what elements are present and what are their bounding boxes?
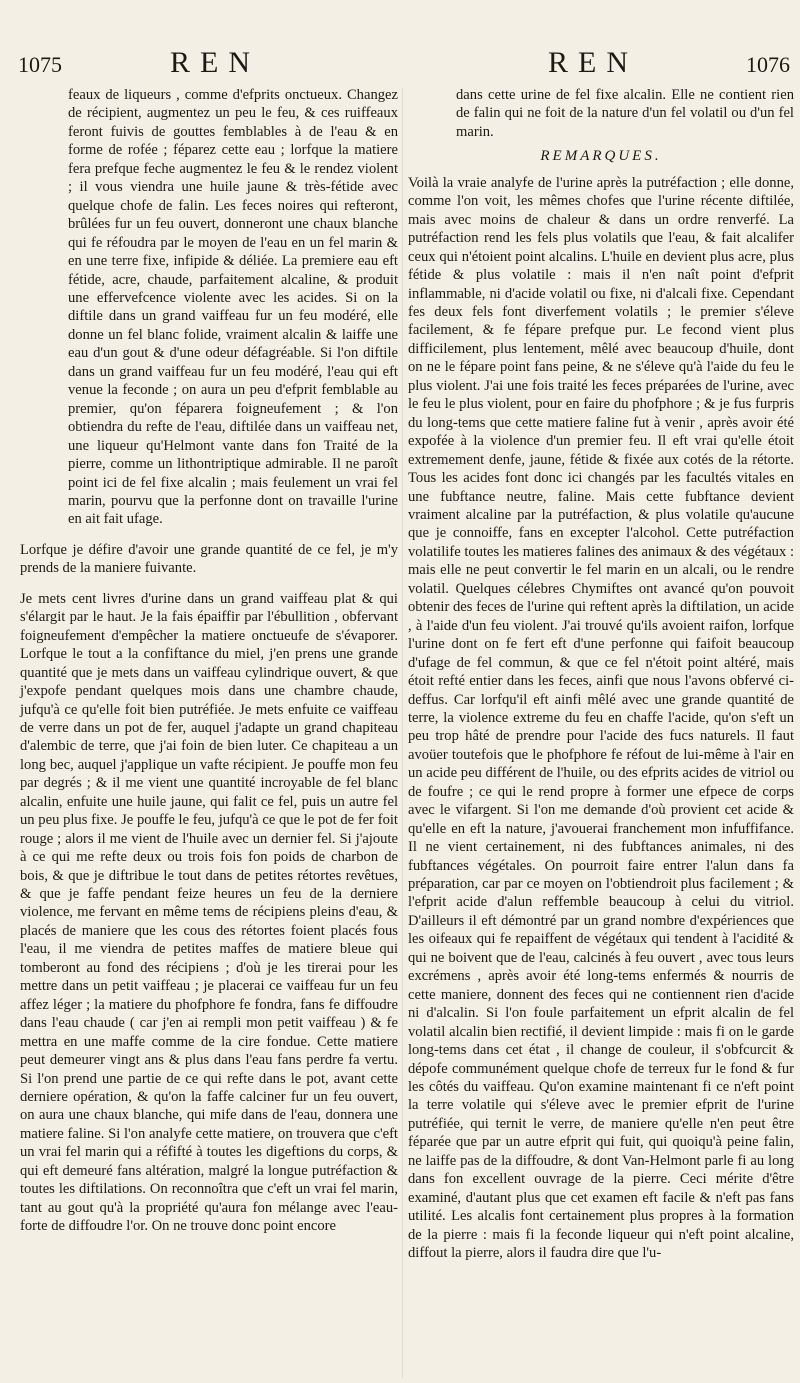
- section-heading: REMARQUES.: [540, 148, 662, 165]
- right-page-number: 1076: [746, 52, 790, 77]
- right-column: [408, 86, 794, 1263]
- paragraph: Lorfque je défire d'avoir une grande quantité de ce fel, je m'y prends de la maniere fuivante.: [20, 541, 398, 577]
- left-column: [20, 86, 398, 1236]
- left-running-head: REN: [170, 46, 260, 79]
- right-running-head: REN: [548, 46, 638, 79]
- paragraph: Voilà la vraie analyfe de l'urine après la putréfaction ; elle donne, comme l'on voit, les mêmes chofes que l'urine récente diftilée, mais avec moins de chaleur & dans un ordre renverfé. La putréfaction rend les fels plus volatils que l'eau, & fait alcalifer ceux qui n'étoient point alcalins. L'huile en devient plus acre, plus fétide & plus volatile : mais il n'en naît point d'efprit inflammable, ni d'acide volatil ou fixe, ni d'alcali fixe. Cependant fes deux fels font diverfement volatils ; le premier s'éleve facilement, & fe fépare prefque pur. Le fecond vient plus difficilement, plus lentement, mêlé avec beaucoup d'huile, dont on ne le fépare point fans peine, & ne s'éleve qu'à l'aide du feu le plus violent. J'ai une fois traité les feces préparées de l'urine, avec le feu le plus violent, pour en faire du phofphore ; & je fus furpris du long-tems que cette matiere faline fut à venir , après avoir été expofée à la violence d'un premier feu. Il eft vrai qu'elle étoit extremement denfe, jaune, fétide & fixée aux cotés de la rétorte. Tous les acides font donc ici changés par les facultés vitales en une fubftance neutre, faline. Mais cette fubftance devient vraiment alcaline par la putréfaction, & plus volatile qu'aucune que je connoiffe, fans en excepter l'alcohol. Cette putréfaction volatilife toutes les matieres falines des animaux & des végétaux : mais elle ne peut convertir le fel marin en un alcali, ou le rendre volatil. Quelques célebres Chymiftes ont avancé qu'on pouvoit obtenir des feces de l'urine qui reftent après la diftilation, un acide , à l'aide d'un feu violent. J'ai trouvé qu'ils avoient raifon, lorfque l'urine dont on fe fert eft d'une perfonne qui faifoit beaucoup d'ufage de fel commun, & que ce fel n'étoit point altéré, mais étoit refté entier dans les feces, ainfi que nous l'avons obfervé ci-deffus. Car lorfqu'il eft ainfi mêlé avec une grande quantité de terre, la violence extreme du feu en chaffe l'acide, qu'on s'eft un peu trop hâté de prendre pour l'acide des fucs naturels. Il faut avoüer toutefois que le phofphore fe réfout de lui-même à l'air en un acide peu différent de l'huile, ou des efprits acides de vitriol ou de foufre ; ce qui le rend propre à former une efpece de corps avec le vifargent. Si l'on me demande d'où provient cet acide & qu'elle en eft la nature, j'avouerai franchement mon infuffifance. Il ne vient certainement, ni des fubftances animales, ni des fubftances végétales. On pourroit faire entrer l'alun dans fa préparation, car par ce moyen on l'obtiendroit plus facilement ; & l'efprit acide d'alun reffemble beaucoup à celui du vitriol. D'ailleurs il eft démontré par un grand nombre d'expériences que les oifeaux qui fe repaiffent de végétaux qui tendent à l'acidité & qui ne boivent que de l'eau, calcinés à feu ouvert , avec tous leurs excrémens , après avoir été long-tems enfermés & nourris de cette maniere, donnent des feces qui ne contiennent rien d'acide ni d'alcalin. Si l'on foule parfaitement un efprit alcalin de fel volatil alcalin bien rectifié, il devient limpide : mais fi on le garde long-tems dans cet état , il change de couleur, il s'obfcurcit & dépofe communément quelque chofe de terreux fur le fond & fur les côtés du vaiffeau. Qu'on examine maintenant fi ce n'eft point la terre volatile qui s'éleve avec le premier efprit de l'urine putréfiée, qui ternit le verre, de maniere qu'elle n'en peut être féparée que par un autre efprit qui fuit, qui quoiqu'à peine falin, ne laiffe pas de la diffoudre, & dont Van-Helmont parle fi au long dans fon excellent ouvrage de la pierre. Ceci mérite d'être examiné, d'autant plus que cet examen eft facile & n'eft pas fans utilité. Les alcalis font certainement plus propres à la formation de la pierre : mais fi la feconde liqueur qui n'eft point alcaline, diffout la pierre, alors il faudra dire que l'u-: [408, 174, 794, 1262]
- left-page-number: 1075: [18, 52, 62, 77]
- page-header: [0, 0, 800, 80]
- paragraph: Je mets cent livres d'urine dans un grand vaiffeau plat & qui s'élargit par le haut. Je la fais épaiffir par l'ébullition , obfervant foigneufement d'empêcher la matiere onctueufe de s'évaporer. Lorfque le tout a la confiftance du miel, j'en prens une grande quantité que je mets dans un vaiffeau cylindrique ouvert, & que j'expofe pendant quelques mois dans une chambre chaude, jufqu'à ce qu'elle foit bien putréfiée. Je mets enfuite ce vaiffeau de verre dans un pot de fer, auquel j'adapte un grand chapiteau d'alembic de terre, que j'ai foin de bien luter. Ce chapiteau a un long bec, auquel j'applique un vafte récipient. Je pouffe mon feu par degrés ; & il me vient une quantité incroyable de fel blanc alcalin, enfuite une huile jaune, qui falit ce fel, puis un autre fel un peu plus fixe. Je pouffe le feu, jufqu'à ce que le pot de fer foit rouge ; alors il me vient de l'huile avec un dernier fel. Si j'ajoute à ce qui me refte deux ou trois fois fon poids de charbon de bois, & que je diftribue le tout dans de petites rétortes revêtues, & que je faffe pendant feize heures un feu de la derniere violence, me fervant en même tems de récipiens pleins d'eau, & placés de maniere que les cous des rétortes foient placés fous l'eau, il me viendra de petites maffes de matiere bleue qui tomberont au fond des récipiens ; d'où je les tirerai pour les mettre dans un petit vaiffeau ; je placerai ce vaiffeau fur un feu affez léger ; la matiere du phofphore fe fondra, fans fe diffoudre dans l'eau chaude ( car j'en ai rempli mon petit vaiffeau ) & fe mettra en une maffe comme de la cire fondue. Cette matiere peut demeurer vingt ans & plus dans l'eau fans perdre fa vertu. Si l'on prend une partie de ce qui refte dans le pot, avant cette derniere opération, & qu'on la faffe calciner fur un feu ouvert, on aura une chaux blanche, qui mife dans de l'eau, donnera une matiere faline. Si l'on analyfe cette matiere, on trouvera que c'eft un vrai fel marin qui a réfifté à toutes les digeftions du corps, & qui eft demeuré fans altération, malgré la longue putréfaction & toutes les diftilations. On reconnoîtra que c'eft un vrai fel marin, tant au gout qu'à la propriété qu'aura fon mélange avec l'eau-forte de diffoudre l'or. On ne trouve donc point encore: [20, 590, 398, 1235]
- column-divider: [402, 88, 403, 1378]
- paragraph: feaux de liqueurs , comme d'efprits onctueux. Changez de récipient, augmentez un peu le feu, & ces ruiffeaux feront fuivis de gouttes femblables à de l'eau & en forme de rofée ; féparez cette eau ; lorfque la matiere fera prefque feche augmentez le feu & le rendez violent ; il vous viendra une huile jaune & très-fétide avec quelque chofe de falin. Les feces noires qui refteront, brûlées fur un feu ouvert, donneront une chaux blanche qui fe réfoudra par le moyen de l'eau en un fel marin & en une terre fixe, infipide & déliée. La premiere eau eft fétide, acre, chaude, parfaitement alcaline, & produit une effervefcence violente avec les acides. Si on la diftile dans un grand vaiffeau fur un feu modéré, elle donne un fel blanc folide, vraiment alcalin & laiffe une eau d'un gout & d'une odeur défagréable. Si l'on diftile dans un grand vaiffeau fur un feu modéré, l'eau qui eft venue la feconde ; on aura un peu d'efprit femblable au premier, qu'on féparera foigneufement ; & l'on obtiendra du refte de l'eau, diftilée dans un vaiffeau net, une liqueur qu'Helmont vante dans fon Traité de la pierre, comme un lithontriptique admirable. Il ne paroît point ici de fel fixe alcalin ; mais feulement un vrai fel marin, pourvu que la perfonne dont on travaille l'urine en ait fait ufage.: [68, 87, 398, 528]
- paragraph: dans cette urine de fel fixe alcalin. Elle ne contient rien de falin qui ne foit de la nature d'un fel volatil ou d'un fel marin.: [456, 87, 794, 140]
